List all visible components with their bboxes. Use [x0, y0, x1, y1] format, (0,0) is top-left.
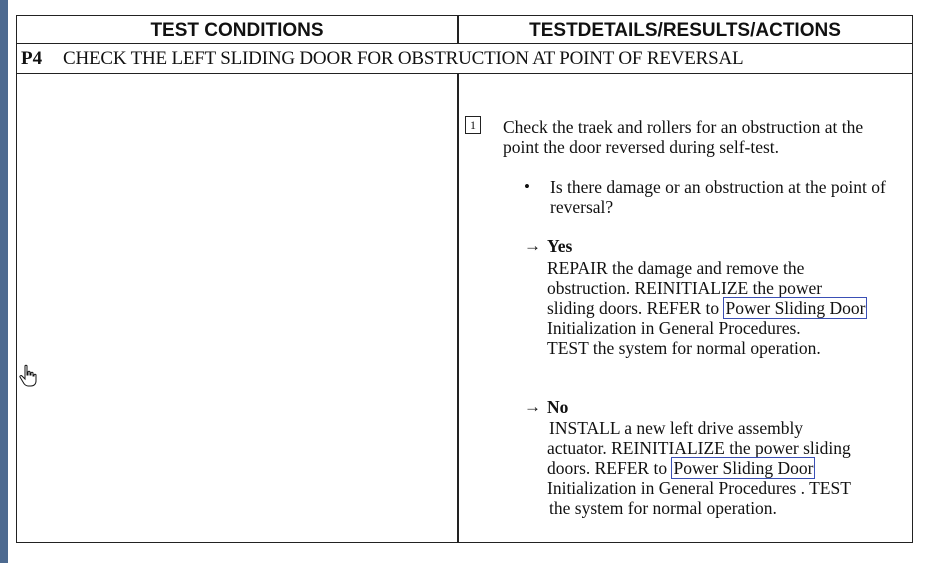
question-line-1: Is there damage or an obstruction at the point of	[550, 177, 886, 197]
step-title: CHECK THE LEFT SLIDING DOOR FOR OBSTRUCTION AT POINT OF REVERSAL	[63, 48, 744, 69]
test-details-cell	[458, 74, 912, 542]
diagnostic-table	[16, 15, 913, 543]
no-line-3-text: doors. REFER to	[547, 458, 668, 478]
window-left-edge	[0, 0, 8, 563]
step-title-row	[17, 44, 912, 74]
no-line-5: the system for normal operation.	[549, 498, 777, 518]
table-header-row	[17, 16, 912, 44]
yes-line-4: Initialization in General Procedures.	[547, 318, 801, 338]
no-arrow-icon: →	[524, 397, 541, 416]
hand-pointer-cursor-icon	[19, 364, 37, 388]
yes-line-3	[547, 298, 867, 318]
yes-line-5: TEST the system for normal operation.	[547, 338, 821, 358]
no-label: No	[547, 397, 569, 417]
no-line-3	[547, 458, 815, 478]
instruction-line-1: Check the traek and rollers for an obstruction at the	[503, 117, 864, 137]
yes-power-sliding-door-link[interactable]: Power Sliding Door	[725, 298, 866, 318]
header-test-conditions: TEST CONDITIONS	[150, 20, 324, 41]
yes-label: Yes	[547, 236, 573, 256]
no-line-1: INSTALL a new left drive assembly	[549, 418, 804, 438]
yes-line-2: obstruction. REINITIALIZE the power	[547, 278, 823, 298]
step-id: P4	[21, 48, 43, 69]
yes-arrow-icon: →	[524, 236, 541, 255]
instruction-line-2: point the door reversed during self-test.	[503, 137, 780, 157]
no-power-sliding-door-link[interactable]: Power Sliding Door	[673, 458, 814, 478]
yes-line-1: REPAIR the damage and remove the	[547, 258, 805, 278]
header-test-details: TESTDETAILS/RESULTS/ACTIONS	[529, 20, 841, 41]
no-line-2: actuator. REINITIALIZE the power sliding	[547, 438, 851, 458]
bullet-icon: •	[524, 177, 530, 196]
no-line-4: Initialization in General Procedures . TEST	[547, 478, 851, 498]
step-number-box: 1	[465, 116, 481, 134]
question-line-2: reversal?	[550, 197, 614, 217]
yes-line-3-text: sliding doors. REFER to	[547, 298, 720, 318]
